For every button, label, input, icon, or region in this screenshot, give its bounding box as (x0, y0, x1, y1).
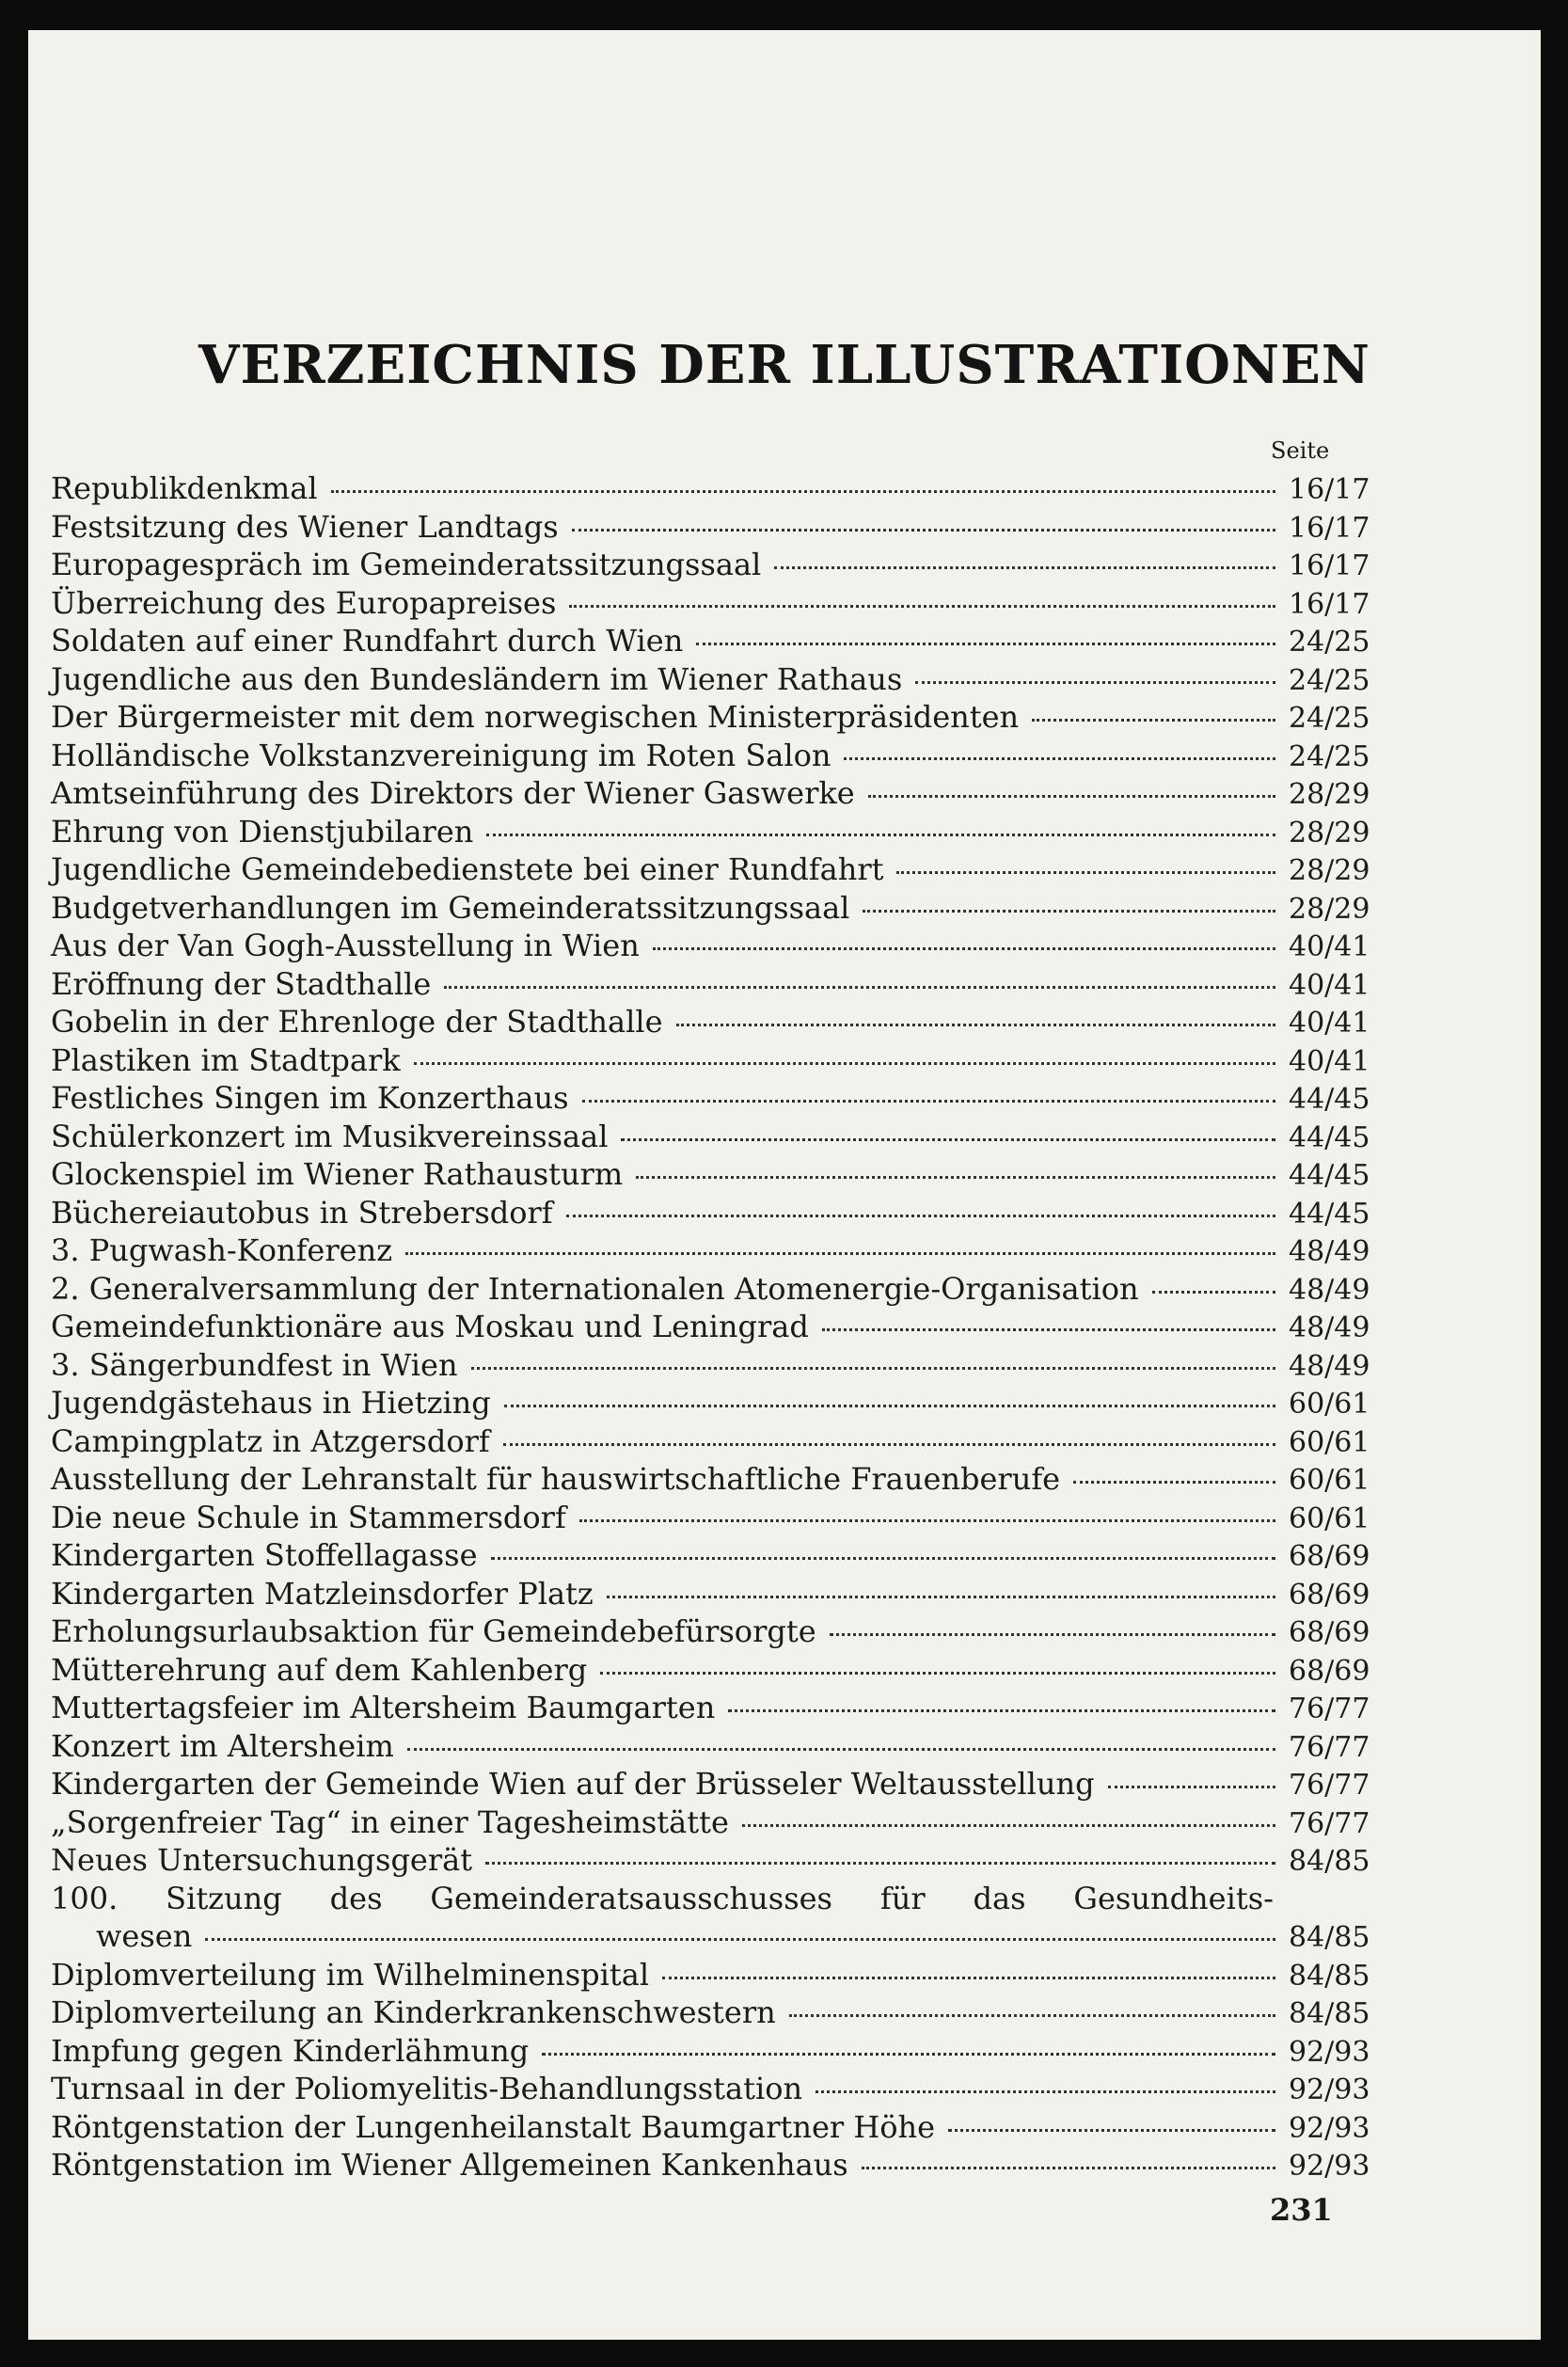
entry-page: 68/69 (1289, 1578, 1370, 1612)
page-column-header: Seite (1271, 437, 1330, 464)
index-entry (51, 585, 1370, 624)
entry-page: 68/69 (1289, 1654, 1370, 1688)
entry-page: 60/61 (1289, 1425, 1370, 1459)
leader-dots (504, 1405, 1275, 1407)
entry-label: Turnsaal in der Poliomyelitis-Behandlungsstation (51, 2071, 803, 2106)
index-entry (51, 1994, 1370, 2033)
leader-dots (1073, 1481, 1275, 1484)
entry-label: Republikdenkmal (51, 470, 318, 506)
entry-page: 76/77 (1289, 1769, 1370, 1802)
entry-label: Kindergarten Stoffellagasse (51, 1537, 478, 1573)
index-entry (51, 1385, 1370, 1423)
index-entry (51, 1804, 1370, 1843)
leader-dots (414, 1062, 1275, 1065)
entry-page: 40/41 (1289, 968, 1370, 1002)
leader-dots (503, 1443, 1275, 1446)
entry-page: 48/49 (1289, 1311, 1370, 1344)
entry-page: 76/77 (1289, 1806, 1370, 1840)
illustration-index (51, 470, 1370, 2185)
leader-dots (863, 910, 1275, 913)
entry-label: Festsitzung des Wiener Landtags (51, 508, 559, 545)
leader-dots (774, 566, 1275, 569)
leader-dots (491, 1557, 1275, 1560)
leader-dots (485, 1862, 1275, 1865)
leader-dots (862, 2167, 1275, 2169)
entry-label: Gemeindefunktionäre aus Moskau und Leningrad (51, 1309, 809, 1344)
leader-dots (542, 2053, 1275, 2056)
index-entry (51, 623, 1370, 661)
entry-label: Holländische Volkstanzvereinigung im Roten Salon (51, 737, 832, 773)
leader-dots (830, 1633, 1275, 1636)
entry-page: 44/45 (1289, 1197, 1370, 1231)
index-entry (51, 699, 1370, 738)
entry-label: Glockenspiel im Wiener Rathausturm (51, 1156, 624, 1192)
entry-page: 92/93 (1289, 2150, 1370, 2183)
index-entry (51, 1080, 1370, 1119)
page-title: VERZEICHNIS DER ILLUSTRATIONEN (198, 334, 1370, 396)
entry-label: 3. Pugwash-Konferenz (51, 1232, 393, 1268)
index-entry (51, 1613, 1370, 1652)
leader-dots (915, 681, 1275, 684)
entry-page: 16/17 (1289, 473, 1370, 506)
entry-label: Überreichung des Europapreises (51, 584, 557, 621)
leader-dots (948, 2129, 1275, 2132)
entry-page: 48/49 (1289, 1273, 1370, 1307)
entry-page: 84/85 (1289, 1959, 1370, 1993)
entry-page: 60/61 (1289, 1388, 1370, 1421)
index-entry (51, 1690, 1370, 1728)
entry-page: 16/17 (1289, 587, 1370, 621)
entry-page: 24/25 (1289, 702, 1370, 735)
entry-label: 3. Sängerbundfest in Wien (51, 1346, 458, 1383)
index-entry (51, 814, 1370, 852)
leader-dots (696, 643, 1275, 645)
leader-dots (569, 605, 1275, 608)
leader-dots (868, 795, 1275, 798)
entry-label: Büchereiautobus in Strebersdorf (51, 1194, 553, 1231)
entry-label: Neues Untersuchungsgerät (51, 1842, 473, 1878)
entry-word: das (973, 1880, 1026, 1916)
entry-page: 48/49 (1289, 1235, 1370, 1268)
index-entry (51, 1347, 1370, 1386)
leader-dots (662, 1977, 1275, 1979)
entry-page: 40/41 (1289, 1007, 1370, 1040)
entry-label: Erholungsurlaubsaktion für Gemeindebefürsorgte (51, 1613, 816, 1649)
entry-label: Jugendliche aus den Bundesländern im Wiener Rathaus (51, 660, 903, 697)
index-entry (51, 509, 1370, 548)
leader-dots (205, 1938, 1275, 1941)
entry-page: 40/41 (1289, 1044, 1370, 1078)
leader-dots (742, 1824, 1275, 1827)
entry-page: 28/29 (1289, 778, 1370, 811)
index-entry (51, 1004, 1370, 1042)
index-entry (51, 1423, 1370, 1462)
leader-dots (407, 1748, 1275, 1751)
entry-label: Diplomverteilung im Wilhelminenspital (51, 1956, 650, 1993)
entry-label: Aus der Van Gogh-Ausstellung in Wien (51, 928, 640, 963)
entry-word: Gesundheits- (1073, 1880, 1274, 1916)
index-entry (51, 1766, 1370, 1804)
entry-page: 84/85 (1289, 1845, 1370, 1878)
leader-dots (621, 1138, 1275, 1141)
leader-dots (405, 1252, 1275, 1255)
index-entry (51, 661, 1370, 700)
leader-dots (471, 1367, 1275, 1370)
entry-page: 92/93 (1289, 2111, 1370, 2145)
leader-dots (844, 757, 1275, 760)
entry-label: Der Bürgermeister mit dem norwegischen Ministerpräsidenten (51, 699, 1020, 735)
entry-label: Schülerkonzert im Musikvereinssaal (51, 1118, 609, 1154)
index-entry (51, 1309, 1370, 1347)
leader-dots (444, 986, 1275, 989)
entry-word: Sitzung (166, 1880, 282, 1916)
entry-page: 92/93 (1289, 2035, 1370, 2069)
index-entry (51, 1119, 1370, 1157)
entry-label: Jugendliche Gemeindebedienstete bei einer Rundfahrt (51, 851, 884, 887)
entry-page: 60/61 (1289, 1501, 1370, 1535)
document-page (28, 30, 1541, 2340)
leader-dots (1108, 1786, 1275, 1788)
entry-label: 2. Generalversammlung der Internationalen Atomenergie-Organisation (51, 1270, 1139, 1307)
leader-dots (728, 1709, 1275, 1712)
entry-label: Konzert im Altersheim (51, 1727, 394, 1764)
entry-page: 40/41 (1289, 930, 1370, 963)
entry-label: Röntgenstation im Wiener Allgemeinen Kankenhaus (51, 2147, 848, 2183)
entry-page: 28/29 (1289, 892, 1370, 926)
index-entry (51, 928, 1370, 966)
index-entry (51, 470, 1370, 509)
entry-label: Kindergarten Matzleinsdorfer Platz (51, 1575, 594, 1612)
entry-page: 68/69 (1289, 1616, 1370, 1649)
leader-dots (816, 2090, 1275, 2093)
entry-page: 84/85 (1289, 1921, 1370, 1954)
entry-label: Kindergarten der Gemeinde Wien auf der Brüsseler Weltausstellung (51, 1766, 1095, 1802)
leader-dots (486, 834, 1275, 836)
entry-page: 84/85 (1289, 1997, 1370, 2030)
index-entry (51, 1842, 1370, 1881)
entry-page: 16/17 (1289, 549, 1370, 582)
index-entry (51, 2109, 1370, 2148)
entry-label-line1 (51, 1881, 1274, 1916)
entry-label: Ehrung von Dienstjubilaren (51, 813, 474, 850)
entry-word: 100. (51, 1880, 119, 1916)
entry-page: 24/25 (1289, 626, 1370, 659)
entry-label: Ausstellung der Lehranstalt für hauswirtschaftliche Frauenberufe (51, 1461, 1061, 1497)
index-entry (51, 851, 1370, 890)
entry-label: Europagespräch im Gemeinderatssitzungssaal (51, 547, 762, 582)
leader-dots (579, 1519, 1275, 1522)
leader-dots (789, 2014, 1275, 2017)
index-entry (51, 966, 1370, 1005)
index-entry (51, 1232, 1370, 1271)
entry-label: Gobelin in der Ehrenloge der Stadthalle (51, 1004, 663, 1040)
entry-label: Jugendgästehaus in Hietzing (51, 1385, 491, 1421)
index-entry (51, 547, 1370, 585)
entry-page: 44/45 (1289, 1159, 1370, 1192)
leader-dots (600, 1672, 1275, 1675)
entry-label: Impfung gegen Kinderlähmung (51, 2032, 530, 2069)
entry-label-line2: wesen (96, 1918, 193, 1954)
leader-dots (676, 1024, 1276, 1026)
index-entry (51, 1500, 1370, 1538)
index-entry (51, 1728, 1370, 1767)
leader-dots (653, 947, 1275, 950)
index-entry-wrapped (51, 1881, 1370, 1957)
index-entry (51, 2033, 1370, 2072)
index-entry (51, 738, 1370, 776)
entry-label: Röntgenstation der Lungenheilanstalt Baumgartner Höhe (51, 2108, 936, 2145)
entry-label: Festliches Singen im Konzerthaus (51, 1080, 569, 1116)
entry-word: des (329, 1880, 383, 1916)
index-entry (51, 775, 1370, 814)
index-entry (51, 1461, 1370, 1500)
entry-label: Budgetverhandlungen im Gemeinderatssitzungssaal (51, 889, 850, 926)
index-entry (51, 1537, 1370, 1576)
entry-page: 92/93 (1289, 2073, 1370, 2106)
entry-page: 24/25 (1289, 663, 1370, 697)
page-number: 231 (1270, 2192, 1333, 2228)
entry-label: Muttertagsfeier im Altersheim Baumgarten (51, 1690, 716, 1725)
entry-page: 76/77 (1289, 1692, 1370, 1725)
entry-page: 48/49 (1289, 1349, 1370, 1383)
leader-dots (566, 1215, 1275, 1217)
entry-label: Amtseinführung des Direktors der Wiener Gaswerke (51, 775, 855, 811)
leader-dots (331, 490, 1275, 493)
entry-page: 68/69 (1289, 1540, 1370, 1573)
entry-page: 76/77 (1289, 1730, 1370, 1764)
leader-dots (607, 1596, 1275, 1598)
index-entry (51, 1271, 1370, 1310)
entry-page: 28/29 (1289, 816, 1370, 850)
entry-page: 16/17 (1289, 511, 1370, 545)
index-entry (51, 1652, 1370, 1691)
entry-page: 44/45 (1289, 1083, 1370, 1116)
entry-page: 24/25 (1289, 739, 1370, 773)
index-entry (51, 1576, 1370, 1614)
entry-label: Soldaten auf einer Rundfahrt durch Wien (51, 623, 684, 659)
index-entry (51, 1195, 1370, 1233)
index-entry (51, 2147, 1370, 2185)
leader-dots (1032, 719, 1275, 722)
entry-word: Gemeinderatsausschusses (430, 1880, 832, 1916)
entry-label: Die neue Schule in Stammersdorf (51, 1499, 566, 1535)
leader-dots (636, 1176, 1275, 1179)
index-entry (51, 2071, 1370, 2109)
entry-label: Mütterehrung auf dem Kahlenberg (51, 1651, 588, 1688)
entry-label: Campingplatz in Atzgersdorf (51, 1422, 490, 1459)
index-entry (51, 1957, 1370, 1995)
leader-dots (822, 1328, 1275, 1331)
entry-page: 60/61 (1289, 1464, 1370, 1497)
index-entry (51, 1156, 1370, 1195)
entry-label: Eröffnung der Stadthalle (51, 965, 432, 1002)
leader-dots (1152, 1291, 1275, 1294)
entry-page: 44/45 (1289, 1120, 1370, 1154)
index-entry (51, 890, 1370, 929)
entry-label: Plastiken im Stadtpark (51, 1041, 401, 1078)
entry-label: Diplomverteilung an Kinderkrankenschwestern (51, 1994, 776, 2030)
index-entry (51, 1042, 1370, 1081)
entry-label: „Sorgenfreier Tag“ in einer Tagesheimstätte (51, 1803, 729, 1840)
leader-dots (896, 871, 1275, 874)
leader-dots (572, 529, 1275, 532)
entry-word: für (879, 1880, 926, 1916)
leader-dots (582, 1100, 1275, 1103)
entry-page: 28/29 (1289, 854, 1370, 887)
